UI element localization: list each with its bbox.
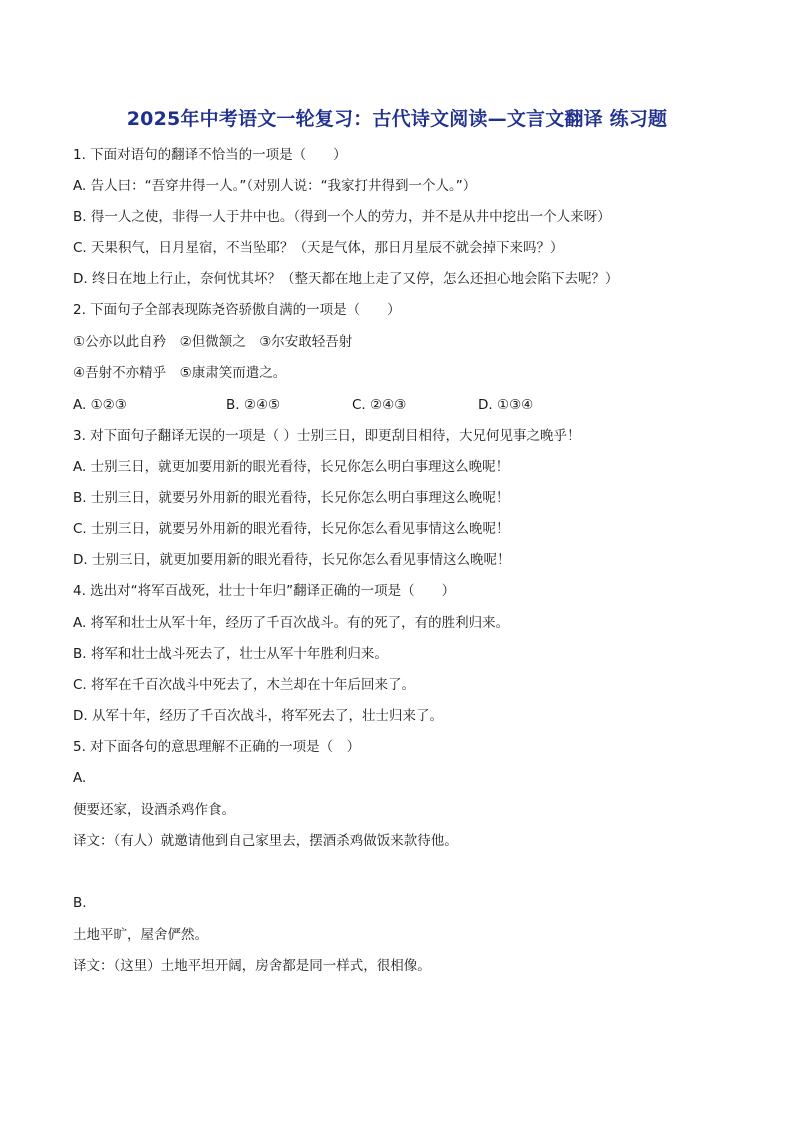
question-3-option-b: B. 士别三日，就要另外用新的眼光看待，长兄你怎么明白事理这么晚呢！ — [73, 490, 510, 506]
question-4-option-c: C. 将军在千百次战斗中死去了，木兰却在十年后回来了。 — [73, 677, 416, 693]
question-4-stem: 4. 选出对“将军百战死，壮士十年归”翻译正确的一项是（ ） — [73, 583, 456, 599]
question-2-option-c: C. ②④③ — [352, 397, 407, 413]
question-1-option-a: A. 告人曰：“吾穿井得一人。”（对别人说：“我家打井得到一个人。”） — [73, 178, 477, 194]
question-2-option-a: A. ①②③ — [73, 397, 127, 413]
question-5-option-a-label: A. — [73, 770, 87, 786]
question-4-option-b: B. 将军和壮士战斗死去了，壮士从军十年胜利归来。 — [73, 646, 388, 662]
question-3-option-c: C. 士别三日，就要另外用新的眼光看待，长兄你怎么看见事情这么晚呢！ — [73, 521, 510, 537]
question-1-option-c: C. 天果积气，日月星宿，不当坠耶？（天是气体，那日月星辰不就会掉下来吗？） — [73, 240, 564, 256]
question-1-stem: 1. 下面对语句的翻译不恰当的一项是（ ） — [73, 147, 347, 163]
question-5-option-b-sentence: 土地平旷，屋舍俨然。 — [73, 927, 208, 943]
question-5-option-b-label: B. — [73, 895, 87, 911]
question-3-option-d: D. 士别三日，就更加要用新的眼光看待，长兄你怎么看见事情这么晚呢！ — [73, 552, 511, 568]
question-2-items-row-1: ①公亦以此自矜 ②但微颔之 ③尔安敢轻吾射 — [73, 334, 353, 350]
page-title: 2025年中考语文一轮复习：古代诗文阅读—文言文翻译 练习题 — [126, 108, 668, 130]
question-3-stem: 3. 对下面句子翻译无误的一项是（ ）士别三日，即更刮目相待，大兄何见事之晚乎！ — [73, 428, 581, 444]
question-3-option-a: A. 士别三日，就更加要用新的眼光看待，长兄你怎么明白事理这么晚呢！ — [73, 459, 510, 475]
question-2-stem: 2. 下面句子全部表现陈尧咨骄傲自满的一项是（ ） — [73, 302, 401, 318]
question-5-stem: 5. 对下面各句的意思理解不正确的一项是（ ） — [73, 739, 361, 755]
question-1-option-b: B. 得一人之使，非得一人于井中也。（得到一个人的劳力，并不是从井中挖出一个人来呀） — [73, 209, 611, 225]
question-5-option-b-translation: 译文：（这里）土地平坦开阔，房舍都是同一样式，很相像。 — [73, 958, 431, 974]
question-2-option-d: D. ①③④ — [478, 397, 534, 413]
question-5-option-a-translation: 译文：（有人）就邀请他到自己家里去，摆酒杀鸡做饭来款待他。 — [73, 833, 458, 849]
question-2-items-row-2: ④吾射不亦精乎 ⑤康肃笑而遣之。 — [73, 365, 287, 381]
question-1-option-d: D. 终日在地上行止，奈何忧其坏？（整天都在地上走了又停，怎么还担心地会陷下去呢？） — [73, 271, 619, 287]
question-5-option-a-sentence: 便要还家，设酒杀鸡作食。 — [73, 802, 235, 818]
question-4-option-a: A. 将军和壮士从军十年，经历了千百次战斗。有的死了，有的胜利归来。 — [73, 615, 510, 631]
question-4-option-d: D. 从军十年，经历了千百次战斗，将军死去了，壮士归来了。 — [73, 708, 443, 724]
question-2-option-b: B. ②④⑤ — [226, 397, 281, 413]
